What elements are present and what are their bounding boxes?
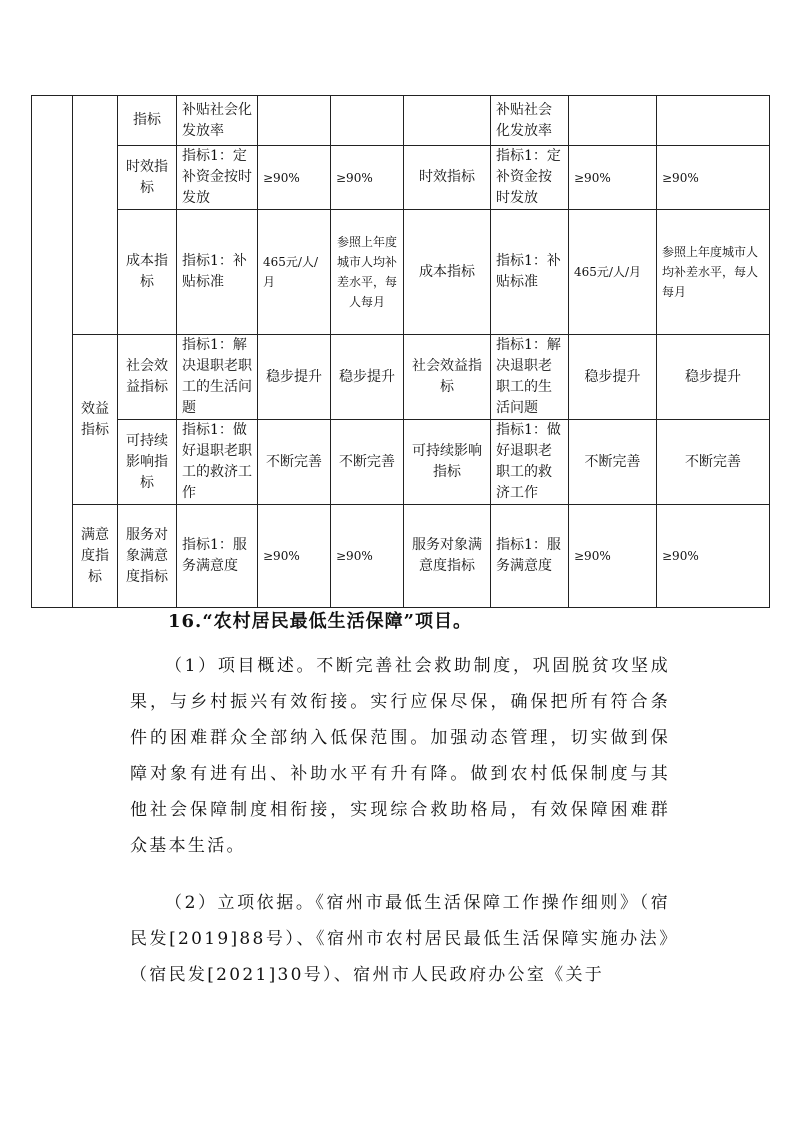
cell: 补贴社会化发放率 <box>177 96 258 146</box>
cell <box>258 96 331 146</box>
table-row <box>32 210 770 335</box>
cell: 满意度指标 <box>73 505 118 608</box>
cell: 不断完善 <box>258 420 331 505</box>
cell: 不断完善 <box>657 420 770 505</box>
cell: 时效指标 <box>404 146 491 210</box>
cell: 指标1：定补资金按时发放 <box>177 146 258 210</box>
cell: 参照上年度城市人均补差水平，每人每月 <box>657 210 770 335</box>
cell: 稳步提升 <box>569 335 657 420</box>
performance-indicator-table <box>31 95 769 599</box>
table-row <box>32 146 770 210</box>
cell: 可持续影响指标 <box>118 420 177 505</box>
cell <box>569 96 657 146</box>
cell: ≥90% <box>657 146 770 210</box>
cell: 指标1：做好退职老职工的救济工作 <box>177 420 258 505</box>
cell: 稳步提升 <box>331 335 404 420</box>
cell: 成本指标 <box>118 210 177 335</box>
paragraph-overview: （1）项目概述。不断完善社会救助制度，巩固脱贫攻坚成果，与乡村振兴有效衔接。实行应保尽保，确保把所有符合条件的困难群众全部纳入低保范围。加强动态管理，切实做到保障对象有进有出、补助水平有升有降。做到农村低保制度与其他社会保障制度相衔接，实现综合救助格局，有效保障困难群众基本生活。 <box>130 656 670 856</box>
cell: 社会效益指标 <box>404 335 491 420</box>
cell: 参照上年度城市人均补差水平，每人每月 <box>331 210 404 335</box>
cell: ≥90% <box>331 505 404 608</box>
paragraph-basis: （2）立项依据。《宿州市最低生活保障工作操作细则》（宿民发[2019]88号）、《宿州市农村居民最低生活保障实施办法》（宿民发[2021]30号）、宿州市人民政府办公室《关于 <box>130 893 670 985</box>
blank-cell <box>73 96 118 335</box>
cell: 指标1：解决退职老职工的生活问题 <box>491 335 569 420</box>
cell: 服务对象满意度指标 <box>118 505 177 608</box>
cell: ≥90% <box>258 146 331 210</box>
cell <box>657 96 770 146</box>
table-row <box>32 335 770 420</box>
cell: 指标 <box>118 96 177 146</box>
cell: 不断完善 <box>569 420 657 505</box>
cell: 指标1：补贴标准 <box>491 210 569 335</box>
cell: 可持续影响指标 <box>404 420 491 505</box>
cell: ≥90% <box>569 505 657 608</box>
cell: 指标1：做好退职老职工的救济工作 <box>491 420 569 505</box>
cell: 指标1：解决退职老职工的生活问题 <box>177 335 258 420</box>
table-row <box>32 96 770 146</box>
section-heading: 16.“农村居民最低生活保障”项目。 <box>168 611 473 632</box>
cell: 稳步提升 <box>657 335 770 420</box>
cell <box>404 96 491 146</box>
cell: 时效指标 <box>118 146 177 210</box>
cell <box>331 96 404 146</box>
cell: 指标1：补贴标准 <box>177 210 258 335</box>
cell: 稳步提升 <box>258 335 331 420</box>
cell: 465元/人/月 <box>569 210 657 335</box>
table-row <box>32 505 770 608</box>
cell: ≥90% <box>258 505 331 608</box>
cell: 社会效益指标 <box>118 335 177 420</box>
cell: ≥90% <box>331 146 404 210</box>
cell: 效益指标 <box>73 335 118 505</box>
table-row <box>32 420 770 505</box>
cell: 指标1：服务满意度 <box>177 505 258 608</box>
cell: ≥90% <box>657 505 770 608</box>
cell: 补贴社会化发放率 <box>491 96 569 146</box>
cell: 指标1：定补资金按时发放 <box>491 146 569 210</box>
cell: 指标1：服务满意度 <box>491 505 569 608</box>
outer-blank-cell <box>32 96 73 608</box>
cell: ≥90% <box>569 146 657 210</box>
cell: 服务对象满意度指标 <box>404 505 491 608</box>
cell: 465元/人/月 <box>258 210 331 335</box>
cell: 不断完善 <box>331 420 404 505</box>
cell: 成本指标 <box>404 210 491 335</box>
